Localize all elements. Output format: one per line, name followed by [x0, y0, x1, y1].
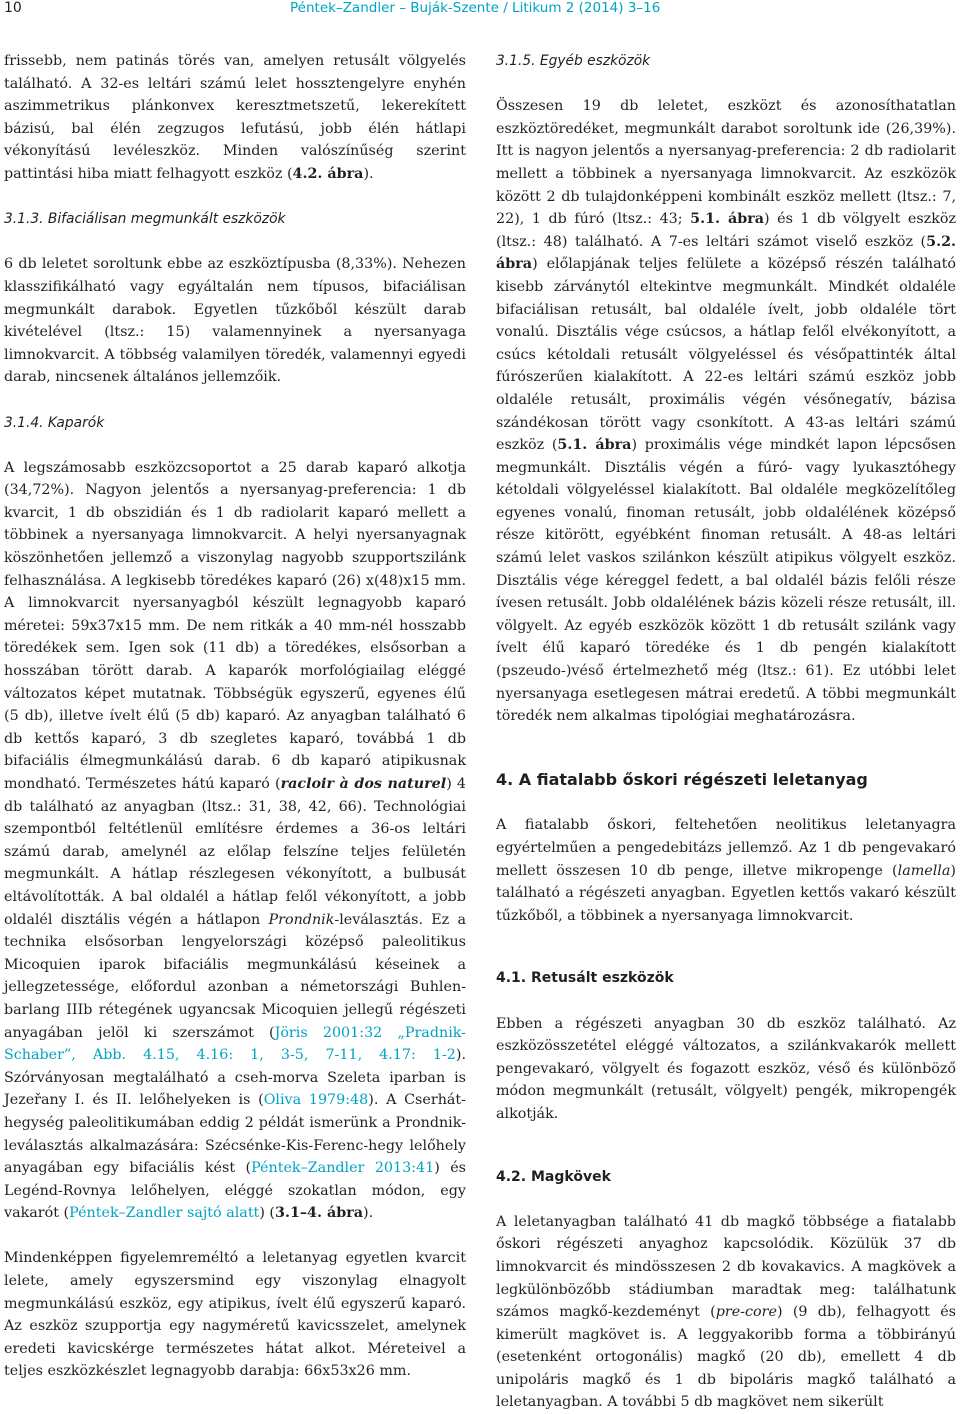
- figure-ref-5-1[interactable]: 5.1. ábra: [690, 211, 765, 228]
- left-column: [4, 50, 466, 1383]
- paragraph-other-tools: Összesen 19 db leletet, eszközt és azonosíthatatlan eszköztöredéket, megmunkált darabot soroltunk ide (26,39%). Itt is nagyon jelentős a nyersanyag-preferencia: 2 db radiolarit mellett a többinek a nyersanyaga limnokvarcit. Az eszközök között 2 db tulajdonképpeni kombinált eszköz mellett (ltsz.: 7, 22), 1 db fúró (ltsz.: 43; 5.1. ábra) és 1 db völgyelt eszköz (ltsz.: 48) található. A 7-es leltári számot viselő eszköz (5.2. ábra) előlapjának teljes felülete a középső részén található kisebb zárványtól eltekintve megmunkált. Mindkét oldaléle bifaciálisan retusált, bal oldaléle ívelt, jobb oldaléle tört vonalú. Disztális vége csúcsos, a hátlap felől elvékonyított, a csúcs kétoldali retusált völgyeléssel és vésőpattinték által fúrószerűen kialakított. A 22-es leltári számú eszköz jobb oldaléle retusált, proximális végén vésőnegatív, bázisa szándékosan törött vagy csonkított. A 43-as leltári számú eszköz (5.1. ábra) proximális vége mindkét lapon lépcsősen megmunkált. Disztális végén a fúró- vagy lyukasztóhegy kétoldali völgyeléssel kialakított. Bal oldaléle megközelítőleg egyenes vonalú, finoman retusált, jobb oldalélének középső része kitörött, egyébként finoman retusált. A 48-as leltári számú lelet vaskos szilánkon készült atipikus völgyelt eszköz. Disztális vége kéreggel fedett, a bal oldalél bázis felőli része ívesen retusált. Jobb oldalélének bázis közeli része retusált, ill. völgyelt. Az egyéb eszközök között 1 db retusált szilánk vagy ívelt élű kaparó töredéke és 1 db pengén kialakított (pszeudo-)véső értelmezhető még (ltsz.: 61). Ez utóbbi lelet nyersanyaga esetlegesen mátrai eredetű. A többi megmunkált töredék nem alkalmas tipológiai meghatározásra.: [496, 98, 957, 725]
- page-header: [0, 0, 960, 22]
- paragraph-bifacial-tools: 6 db leletet soroltunk ebbe az eszköztípusba (8,33%). Nehezen klasszifikálható vagy egyáltalán nem típusos, bifaciálisan megmunkált darabok. Egyetlen tűzkőből készült darab kivételével (ltsz.: 15) valamennyinek a nyersanyaga limnokvarcit. A többség valamilyen töredék, valamennyi egyedi darab, nincsenek általános jellemzőik.: [4, 256, 466, 386]
- citation-joris-2001[interactable]: Jöris 2001:32 „Pradnik-Schaber”, Abb. 4.15, 4.16: 1, 3-5, 7-11, 4.17: 1-2: [4, 1024, 467, 1064]
- paragraph-scrapers: A legszámosabb eszközcsoportot a 25 darab kaparó alkotja (34,72%). Nagyon jelentős a nyersanyag-preferencia: 1 db kvarcit, 1 db obszidián és 1 db radiolarit kaparó mellett a többinek a nyersanyaga limnokvarcit. A helyi nyersanyagnak köszönhetően jellemző a viszonylag nagyobb szupportszilánk felhasználása. A legkisebb töredékes kaparó (26) x(48)x15 mm. A limnokvarcit nyersanyagból készült legnagyobb kaparó méretei: 59x37x15 mm. De nem ritkák a 40 mm-nél hosszabb töredékek sem. Igen sok (11 db) a töredékes, elsősorban a hosszában törött darab. A kaparók morfológiailag eléggé változatos képet mutatnak. Többségük egyszerű, egyenes élű (5 db), illetve ívelt élű (5 db) kaparó. Az anyagban található 6 db kettős kaparó, 3 db szegletes kaparó, továbbá 1 db bifaciális élmegmunkálású darab. 6 db kaparó atipikusnak mondható. Természetes hátú kaparó (racloir à dos naturel) 4 db található az anyagban (ltsz.: 31, 38, 42, 66). Technológiai szempontból feltétlenül említésre érdemes a 36-os leltári számú darab, amelynél az előlap felszíne teljes felületén megmunkált. A hátlap részlegesen vékonyított, a bulbusát eltávolították. A bal oldalél a hátlap felől vékonyított, a jobb oldalél disztális végén a hátlapon Prondnik-leválasztás. Ez a technika elsősorban lengyelországi középső paleolitikus Micoquien iparok bifaciális megmunkálású késeinek a jellegzetessége, előfordul azonban a németországi Buhlen-barlang IIIb rétegének ugyancsak Micoquien jellegű régészeti anyagában jelöl ki szerszámot (Jöris 2001:32 „Pradnik-Schaber”, Abb. 4.15, 4.16: 1, 3-5, 7-11, 4.17: 1-2). Szórványosan megtalálható a cseh-morva Szeleta iparban is Jezeřany I. és II. lelőhelyeken is (Oliva 1979:48). A Cserhát-hegység paleolitikumában eddig 2 példát ismerünk a Prondnik-leválasztás alkalmazására: Szécsénke-Kis-Ferenc-hegy lelőhely anyagában egy bifaciális kést (Péntek–Zandler 2013:41) és Legénd-Rovnya lelőhelyen, eléggé szokatlan módon, egy vakarót (Péntek–Zandler sajtó alatt) (3.1–4. ábra).: [4, 459, 467, 1222]
- subsection-heading-4-1: 4.1. Retusált eszközök: [496, 970, 674, 987]
- figure-ref-3-1-4[interactable]: 3.1–4. ábra: [275, 1205, 363, 1222]
- section-heading-4: 4. A fiatalabb őskori régészeti leletanyag: [496, 769, 868, 789]
- paragraph-quartzite-scraper: Mindenképpen figyelemreméltó a leletanyag egyetlen kvarcit lelete, amely egyszersmind egy viszonylag elnagyolt megmunkálású eszköz, egy atipikus, ívelt élű egyszerű kaparó. Az eszköz szupportja egy nagyméretű kavicsszelet, amelynek eredeti kavicskérge természetes hátat alkot. Méreteivel a teljes eszközkészlet legnagyobb darabja: 66x53x26 mm.: [4, 1250, 466, 1380]
- paragraph-younger-prehistoric: A fiatalabb őskori, feltehetően neolitikus leletanyagra egyértelműen a pengedebitázs jellemző. Az 1 db pengevakaró mellett összesen 10 db penge, illetve mikropenge (lamella) található a régészeti anyagban. Egyetlen kettős vakaró készült tűzkőből, a többinek a nyersanyaga limnokvarcit.: [496, 817, 956, 924]
- citation-oliva-1979[interactable]: Oliva 1979:48: [263, 1092, 369, 1109]
- figure-ref-5-2[interactable]: 5.2. ábra: [496, 233, 956, 273]
- paragraph-retouched-tools: Ebben a régészeti anyagban 30 db eszköz található. Az eszközösszetétel eléggé változatos, a szilánkvakarók mellett pengevakaró, völgyelt és fogazott eszköz, véső és különböző módon megmunkált (retusált, völgyelt) pengék, mikropengék alkotják.: [496, 1015, 956, 1122]
- figure-ref-5-1-b[interactable]: 5.1. ábra: [557, 437, 632, 454]
- subsection-heading-3-1-5: 3.1.5. Egyéb eszközök: [496, 53, 651, 69]
- figure-ref-4-2[interactable]: 4.2. ábra: [292, 165, 364, 182]
- subsection-heading-3-1-4: 3.1.4. Kaparók: [4, 414, 105, 431]
- paragraph-cores: A leletanyagban található 41 db magkő többsége a fiatalabb őskori régészeti anyaghoz kapcsolódik. Közülük 37 db limnokvarcit és mindösszesen 2 db kovakavics. A magkövek a legkülönbözőbb stádiumban maradtak meg: találhatunk számos magkő-kezdeményt (pre-core) (9 db), felhagyott és kimerült magkövet is. A leggyakoribb forma a többirányú (esetenként ortogonális) magkő (20 db), emellett 4 db unipoláris magkő és 1 db bipoláris magkő található a leletanyagban. A további 5 db magkövet nem sikerült: [496, 1213, 956, 1411]
- paragraph-leaf-tool: frissebb, nem patinás törés van, amelyen retusált völgyelés található. A 32-es leltári számú lelet hossztengelyre enyhén aszimmetrikus plánkonvex keresztmetszetű, lekerekített bázisú, bal élén zegzugos lefutású, jobb élén hátlapi vékonyítású levéleszköz. Minden valószínűség szerint pattintási hiba miatt felhagyott eszköz (4.2. ábra).: [4, 53, 466, 182]
- right-column: [496, 50, 956, 1414]
- running-head: Péntek–Zandler – Buják-Szente / Litikum 2 (2014) 3–16: [290, 0, 661, 16]
- subsection-heading-4-2: 4.2. Magkövek: [496, 1168, 611, 1185]
- citation-pentek-zandler-in-press[interactable]: Péntek–Zandler sajtó alatt: [69, 1205, 260, 1222]
- citation-pentek-zandler-2013[interactable]: Péntek–Zandler 2013:41: [251, 1160, 435, 1177]
- page-number: 10: [4, 0, 22, 16]
- subsection-heading-3-1-3: 3.1.3. Bifaciálisan megmunkált eszközök: [4, 211, 286, 228]
